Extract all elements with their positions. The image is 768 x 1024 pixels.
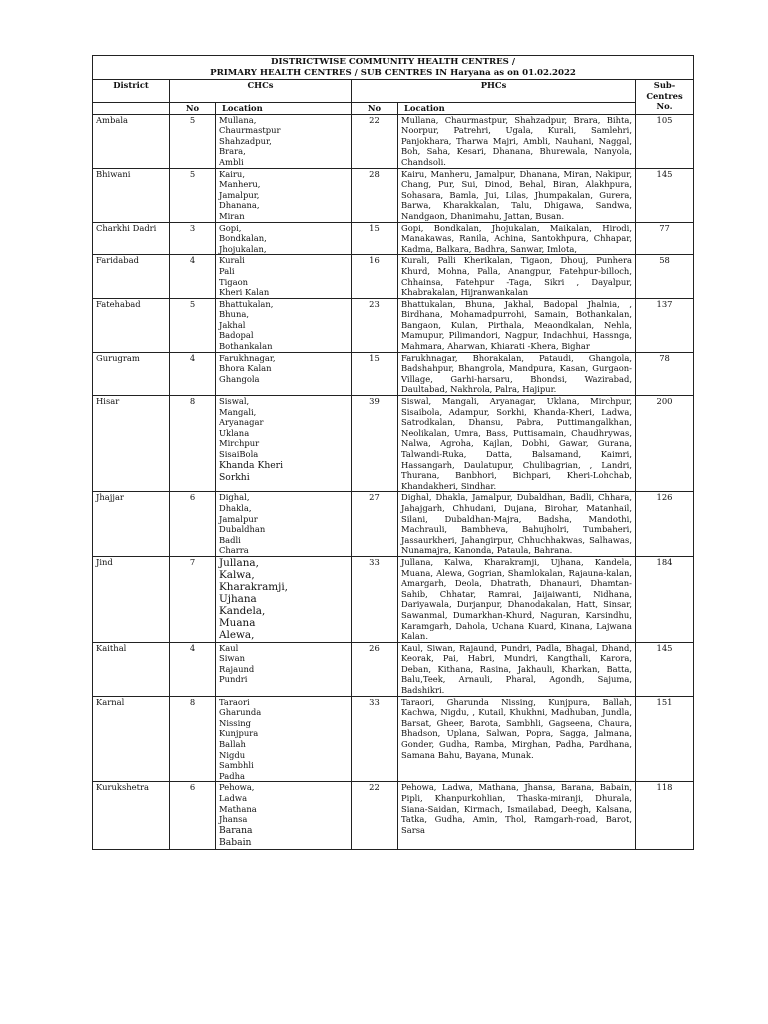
sub-centre-count: 126: [636, 492, 694, 557]
table-row: [93, 492, 694, 557]
chc-location: Dhanana,: [219, 200, 260, 211]
chc-location: Pehowa,: [219, 782, 255, 793]
chc-location: Kunjpura: [219, 728, 259, 739]
chc-count: 4: [170, 352, 216, 395]
chc-location: Ladwa: [219, 793, 248, 803]
chc-count: 5: [170, 114, 216, 168]
chc-location: Mirchpur: [219, 438, 260, 449]
sub-centre-count: 58: [636, 255, 694, 298]
phc-count: 22: [352, 782, 398, 849]
district-name: Jhajjar: [93, 492, 170, 557]
phc-count: 33: [352, 556, 398, 642]
chc-locations: [216, 782, 352, 849]
chc-location: SisaiBola: [219, 449, 259, 459]
chc-count: 5: [170, 168, 216, 222]
header-row: [93, 80, 694, 103]
chc-location: Dhakla,: [219, 502, 252, 513]
chc-location: Kheri Kalan: [219, 287, 270, 298]
district-name: Faridabad: [93, 255, 170, 298]
table-row: [93, 396, 694, 492]
district-name: Jind: [93, 556, 170, 642]
phc-count: 15: [352, 352, 398, 395]
phc-locations: Gopi, Bondkalan, Jhojukalan, Maikalan, Hirodi, Manakawas, Ranila, Achina, Santokhpura, Chhapar, Kadma, Balkara, Badhra, Sanwar, Imlota,: [398, 222, 636, 255]
phc-locations: Pehowa, Ladwa, Mathana, Jhansa, Barana, Babain, Pipli, Khanpurkohlian, Thaska-miranji, Dhurala, Siana-Saidan, Kirmach, Ismailabad, Deegh, Kalsana, Tatka, Gudha, Amin, Thol, Ramgarh-road, Barot, Sarsa: [398, 782, 636, 849]
subheader-row: [93, 103, 694, 115]
chc-location: Kalwa,: [219, 568, 255, 581]
chc-location: Badopal: [219, 330, 254, 341]
sub-centre-count: 118: [636, 782, 694, 849]
phc-count: 15: [352, 222, 398, 255]
table-row: [93, 642, 694, 696]
phc-count: 39: [352, 396, 398, 492]
phc-locations: Mullana, Chaurmastpur, Shahzadpur, Brara, Bihta, Noorpur, Patrehri, Ugala, Kurali, Samlehri, Panjokhara, Tharwa Majri, Ambli, Nauhani, Naggal, Boh, Saha, Kesari, Dhanana, Bhurewala, Nanyola, Chandsoli.: [398, 114, 636, 168]
chc-location: Badli: [219, 534, 241, 545]
phc-locations: Dighal, Dhakla, Jamalpur, Dubaldhan, Badli, Chhara, Jahajgarh, Chhudani, Dujana, Birohar, Matanhail, Silani, Dubaldhan-Majra, Badsha, Mandothi, Machrauli, Bambheva, Bahujholri, Tumbaheri, Jassaurkheri, Jahangirpur, Chhuchhakwas, Salhawas, Nunamajra, Kanonda, Pataula, Bahrana.: [398, 492, 636, 557]
chc-count: 6: [170, 782, 216, 849]
table-row: [93, 168, 694, 222]
phc-locations: Farukhnagar, Bhorakalan, Pataudi, Ghangola, Badshahpur, Bhangrola, Mandpura, Kasan, Gurgaon-Village, Garhi-harsaru, Bhondsi, Wazirabad, Daultabad, Nakhrola, Palra, Hajipur.: [398, 352, 636, 395]
table-title: [93, 56, 694, 80]
chc-locations: [216, 396, 352, 492]
chc-count: 3: [170, 222, 216, 255]
chc-location: Pali: [219, 265, 235, 276]
sub-centre-count: 105: [636, 114, 694, 168]
chc-location: Kurali: [219, 255, 245, 266]
subheader-chc-no: No: [170, 103, 216, 115]
chc-location: Khanda Kheri: [219, 459, 284, 471]
phc-count: 33: [352, 696, 398, 782]
sub-centre-count: 78: [636, 352, 694, 395]
chc-location: Mathana: [219, 803, 257, 814]
chc-location: Manheru,: [219, 179, 261, 190]
chc-locations: [216, 222, 352, 255]
chc-count: 8: [170, 396, 216, 492]
chc-location: Jakhal: [219, 319, 246, 330]
chc-location: Dubaldhan: [219, 524, 266, 535]
district-name: Gurugram: [93, 352, 170, 395]
chc-location: Charra: [219, 545, 249, 556]
chc-location: Sambhli: [219, 760, 254, 771]
phc-locations: Kairu, Manheru, Jamalpur, Dhanana, Miran, Nakipur, Chang, Pur, Sui, Dinod, Behal, Biran, Alakhpura, Sohasara, Bamla, Jui, Lilas, Jhumpakalan, Gurera, Barwa, Kharakkalan, Talu, Dhigawa, Sandwa, Nandgaon, Dhanimahu, Jattan, Busan.: [398, 168, 636, 222]
chc-location: Aryanagar: [219, 417, 264, 428]
subheader-chc-location: Location: [216, 103, 352, 115]
chc-location: Bhora Kalan: [219, 363, 272, 374]
chc-location: Bothankalan: [219, 341, 273, 352]
header-sub-centres-no: No.: [656, 101, 673, 112]
chc-location: Kandela,: [219, 604, 266, 617]
chc-locations: [216, 352, 352, 395]
table-row: [93, 556, 694, 642]
chc-location: Gopi,: [219, 222, 242, 233]
phc-count: 22: [352, 114, 398, 168]
phc-count: 26: [352, 642, 398, 696]
chc-location: Dighal,: [219, 492, 250, 503]
table-row: [93, 782, 694, 849]
chc-locations: [216, 168, 352, 222]
chc-count: 4: [170, 642, 216, 696]
district-name: Fatehabad: [93, 298, 170, 352]
phc-count: 27: [352, 492, 398, 557]
chc-location: Kairu,: [219, 168, 245, 179]
chc-location: Siwan: [219, 653, 245, 664]
chc-location: Nissing: [219, 717, 252, 728]
chc-location: Jhojukalan,: [219, 243, 267, 254]
header-district: District: [93, 80, 170, 103]
chc-location: Jamalpur,: [219, 189, 260, 200]
sub-centre-count: 145: [636, 642, 694, 696]
chc-location: Pundri: [219, 674, 248, 685]
chc-count: 4: [170, 255, 216, 298]
subheader-phc-location: Location: [398, 103, 636, 115]
table-row: [93, 222, 694, 255]
chc-location: Rajaund: [219, 663, 255, 674]
header-sub-centres-line1: Sub-: [653, 80, 676, 90]
phc-locations: Bhattukalan, Bhuna, Jakhal, Badopal Jhalnia, , Birdhana, Mohamadpurrohi, Samain, Bothankalan, Bangaon, Kulan, Pirthala, Meaondkalan, Nehla, Mamupur, Pilimandori, Nagpur, Indachhui, Hassnga, Mahmara, Aharwan, Khiarati -Khera, Bighar: [398, 298, 636, 352]
chc-locations: [216, 114, 352, 168]
subheader-blank: [93, 103, 170, 115]
sub-centre-count: 184: [636, 556, 694, 642]
sub-centre-count: 145: [636, 168, 694, 222]
district-name: Kurukshetra: [93, 782, 170, 849]
table-row: [93, 255, 694, 298]
district-name: Ambala: [93, 114, 170, 168]
district-name: Kaithal: [93, 642, 170, 696]
chc-location: Mangali,: [219, 406, 257, 417]
chc-location: Chaurmastpur: [219, 125, 281, 136]
district-name: Karnal: [93, 696, 170, 782]
chc-location: Nigdu: [219, 749, 246, 760]
header-sub-centres: [636, 80, 694, 115]
chc-location: Uklana: [219, 427, 250, 438]
header-chcs: CHCs: [170, 80, 352, 103]
phc-locations: Kaul, Siwan, Rajaund, Pundri, Padla, Bhagal, Dhand, Keorak, Pai, Habri, Mundri, Kangthali, Karora, Deban, Kithana, Rasina, Jakhauli, Kharkan, Batta, Balu,Teek, Arnauli, Pharal, Agondh, Sajuma, Badshikri.: [398, 642, 636, 696]
sub-centre-count: 200: [636, 396, 694, 492]
health-centres-table: [92, 55, 694, 850]
chc-location: Mullana,: [219, 114, 257, 125]
chc-location: Babain: [219, 836, 252, 848]
chc-location: Ujhana: [219, 592, 257, 605]
phc-locations: Jullana, Kalwa, Kharakramji, Ujhana, Kandela, Muana, Alewa, Gogrian, Shamlokalan, Rajauna-kalan, Amargarh, Deola, Dhatrath, Dhanauri, Dhamtan-Sahib, Chhatar, Ramrai, Jaijaiwanti, Nidhana, Dariyawala, Durjanpur, Dhanodakalan, Hatt, Sinsar, Sawanmal, Dumarkhan-Khurd, Naguran, Karsindhu, Karamgarh, Dahola, Uchana Kuard, Kinana, Lajwana Kalan.: [398, 556, 636, 642]
table-row: [93, 114, 694, 168]
chc-location: Bhattukalan,: [219, 298, 274, 309]
phc-count: 23: [352, 298, 398, 352]
phc-count: 16: [352, 255, 398, 298]
chc-location: Padha: [219, 770, 245, 781]
chc-location: Ambli: [219, 156, 244, 167]
chc-count: 7: [170, 556, 216, 642]
chc-locations: [216, 492, 352, 557]
sub-centre-count: 151: [636, 696, 694, 782]
chc-locations: [216, 255, 352, 298]
table-title-row: [93, 56, 694, 80]
title-line-1: DISTRICTWISE COMMUNITY HEALTH CENTRES /: [271, 57, 516, 67]
table-row: [93, 298, 694, 352]
chc-location: Taraori: [219, 696, 250, 707]
phc-count: 28: [352, 168, 398, 222]
chc-count: 6: [170, 492, 216, 557]
chc-location: Jamalpur: [219, 513, 258, 524]
chc-locations: [216, 696, 352, 782]
chc-location: Sorkhi: [219, 471, 250, 483]
sub-centre-count: 77: [636, 222, 694, 255]
chc-count: 5: [170, 298, 216, 352]
table-row: [93, 696, 694, 782]
phc-locations: Kurali, Palli Kherikalan, Tigaon, Dhouj, Punhera Khurd, Mohna, Palla, Anangpur, Fatehpur-billoch, Chhainsa, Fatehpur -Taga, Sikri , Dayalpur, Khabrakalan, Hijranwankalan: [398, 255, 636, 298]
chc-location: Gharunda: [219, 707, 262, 718]
chc-location: Kaul: [219, 642, 239, 653]
chc-location: Muana: [219, 616, 256, 629]
chc-location: Bhuna,: [219, 309, 249, 320]
district-name: Hisar: [93, 396, 170, 492]
chc-locations: [216, 298, 352, 352]
chc-locations: [216, 642, 352, 696]
chc-location: Kharakramji,: [219, 580, 288, 593]
chc-location: Farukhnagar,: [219, 352, 276, 363]
chc-location: Ballah: [219, 739, 246, 750]
chc-location: Brara,: [219, 146, 246, 157]
chc-location: Shahzadpur,: [219, 135, 272, 146]
chc-location: Jhansa: [219, 814, 248, 825]
chc-locations: [216, 556, 352, 642]
district-name: Bhiwani: [93, 168, 170, 222]
subheader-phc-no: No: [352, 103, 398, 115]
table-body: [93, 114, 694, 849]
chc-location: Miran: [219, 210, 245, 221]
phc-locations: Taraori, Gharunda Nissing, Kunjpura, Ballah, Kachwa, Nigdu, , Kutail, Khukhni, Madhuban, Jundla, Barsat, Gheer, Barota, Sambhli, Gagseena, Chaura, Bhadson, Uplana, Salwan, Popra, Sagga, Jalmana, Gonder, Gudha, Ramba, Mirghan, Padha, Pardhana, Samana Bahu, Bayana, Munak.: [398, 696, 636, 782]
chc-location: Tigaon: [219, 276, 249, 287]
header-phcs: PHCs: [352, 80, 636, 103]
phc-locations: Siswal, Mangali, Aryanagar, Uklana, Mirchpur, Sisaibola, Adampur, Sorkhi, Khanda-Kheri, Ladwa, Satrodkalan, Dhansu, Pabra, Puttimangalkhan, Neolikalan, Umra, Bass, Puttisamain, Chaudhrywas, Nalwa, Agroha, Kajlan, Dobhi, Gawar, Gurana, Talwandi-Ruka, Datta, Balsamand, Kaimri, Hassangarh, Daulatupur, Chulibagrian, , Landri, Thurana, Banbhori, Bichpari, Kheri-Lohchab, Khandakheri, Sindhar.: [398, 396, 636, 492]
chc-location: Ghangola: [219, 373, 260, 384]
header-sub-centres-line2: Centres: [646, 90, 683, 101]
chc-location: Barana: [219, 824, 253, 836]
title-line-2: PRIMARY HEALTH CENTRES / SUB CENTRES IN Haryana as on 01.02.2022: [210, 67, 576, 78]
table-row: [93, 352, 694, 395]
chc-location: Bondkalan,: [219, 233, 267, 244]
chc-location: Jullana,: [219, 556, 259, 569]
district-name: Charkhi Dadri: [93, 222, 170, 255]
chc-count: 8: [170, 696, 216, 782]
chc-location: Siswal,: [219, 396, 250, 407]
sub-centre-count: 137: [636, 298, 694, 352]
document-sheet: [92, 55, 693, 850]
chc-location: Alewa,: [219, 628, 255, 641]
